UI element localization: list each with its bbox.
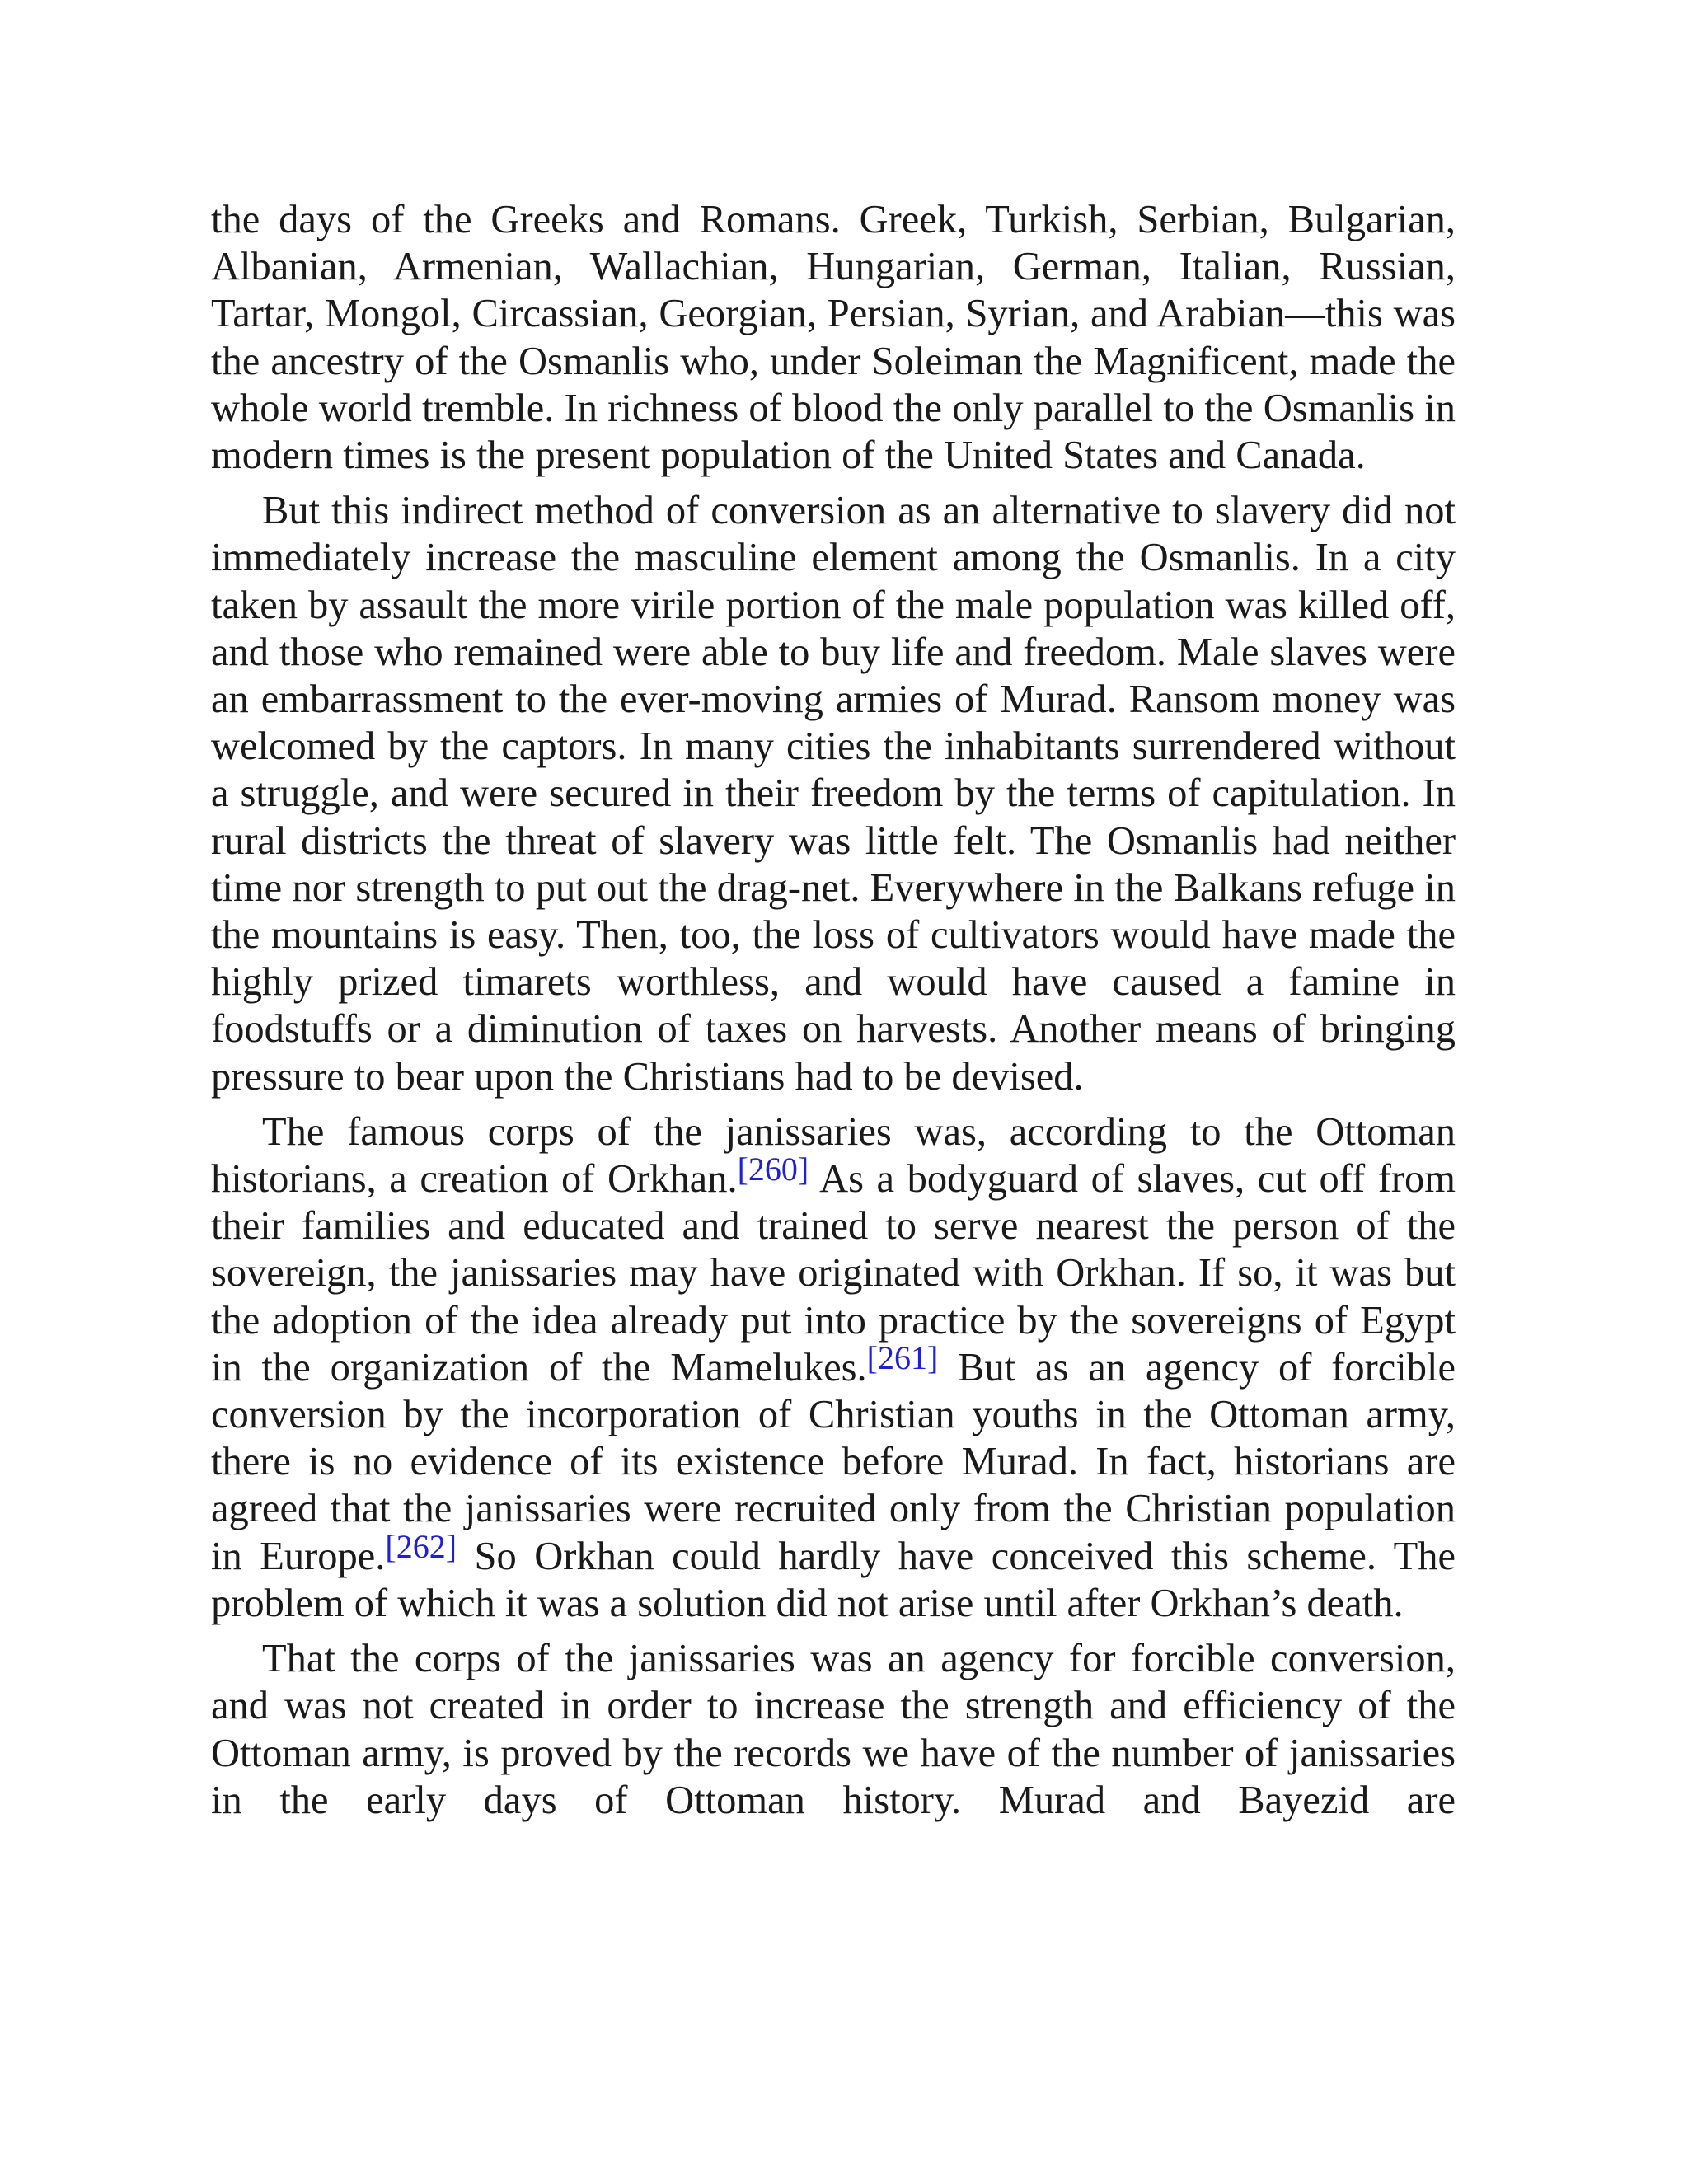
footnote-ref-260[interactable] [738,1151,809,1188]
paragraph-4: That the corps of the janissaries was an agency for forcible conversion, and was not created in order to increase the strength and efficiency of the Ottoman army, is proved by the records we have of the number of janissaries in the early days of Ottoman history. Murad and Bayezid are [211,1637,1456,1822]
paragraph-1: the days of the Greeks and Romans. Greek, Turkish, Serbian, Bulgarian, Albanian, Armenian, Wallachian, Hungarian, German, Italian, Russian, Tartar, Mongol, Circassian, Georgian, Persian, Syrian, and Arabian—this was the ancestry of the Osmanlis who, under Soleiman the Magnificent, made the whole world tremble. In richness of blood the only parallel to the Osmanlis in modern times is the present population of the United States and Canada. [211,198,1456,478]
footnote-link-262[interactable]: [262] [385,1527,457,1565]
footnote-ref-262[interactable] [385,1528,457,1565]
paragraph-3-text-1: The famous corps of the janissaries was, according to the Ottoman historians, a creation of Orkhan. [211,1109,1456,1202]
paragraph-3-text-2: As a bodyguard of slaves, cut off from their families and educated and trained to serve nearest the person of the sovereign, the janissaries may have originated with Orkhan. If so, it was but the adoption of the idea already put into practice by the sovereigns of Egypt in the organization of the Mamelukes. [211,1157,1456,1390]
paragraph-3-text-3: But as an agency of forcible conversion by the incorporation of Christian youths in the Ottoman army, there is no evidence of its existence before Murad. In fact, historians are agreed that the janissaries were recruited only from the Christian population in Europe. [211,1345,1456,1578]
footnote-link-260[interactable]: [260] [737,1151,809,1188]
paragraph-3-text-4: So Orkhan could hardly have conceived this scheme. The problem of which it was a solution did not arise until after Orkhan’s death. [211,1534,1456,1625]
paragraph-3 [211,1108,1456,1627]
footnote-ref-261[interactable] [867,1339,939,1376]
paragraph-2: But this indirect method of conversion as an alternative to slavery did not immediately increase the masculine element among the Osmanlis. In a city taken by assault the more virile portion of the male population was killed off, and those who remained were able to buy life and freedom. Male slaves were an embarrassment to the ever-moving armies of Murad. Ransom money was welcomed by the captors. In many cities the inhabitants surrendered without a struggle, and were secured in their freedom by the terms of capitulation. In rural districts the threat of slavery was little felt. The Osmanlis had neither time nor strength to put out the drag-net. Everywhere in the Balkans refuge in the mountains is easy. Then, too, the loss of cultivators would have made the highly prized timarets worthless, and would have caused a famine in foodstuffs or a diminution of taxes on harvests. Another means of bringing pressure to bear upon the Christians had to be devised. [211,489,1456,1099]
page-body [211,196,1456,1832]
footnote-link-261[interactable]: [261] [866,1338,939,1376]
